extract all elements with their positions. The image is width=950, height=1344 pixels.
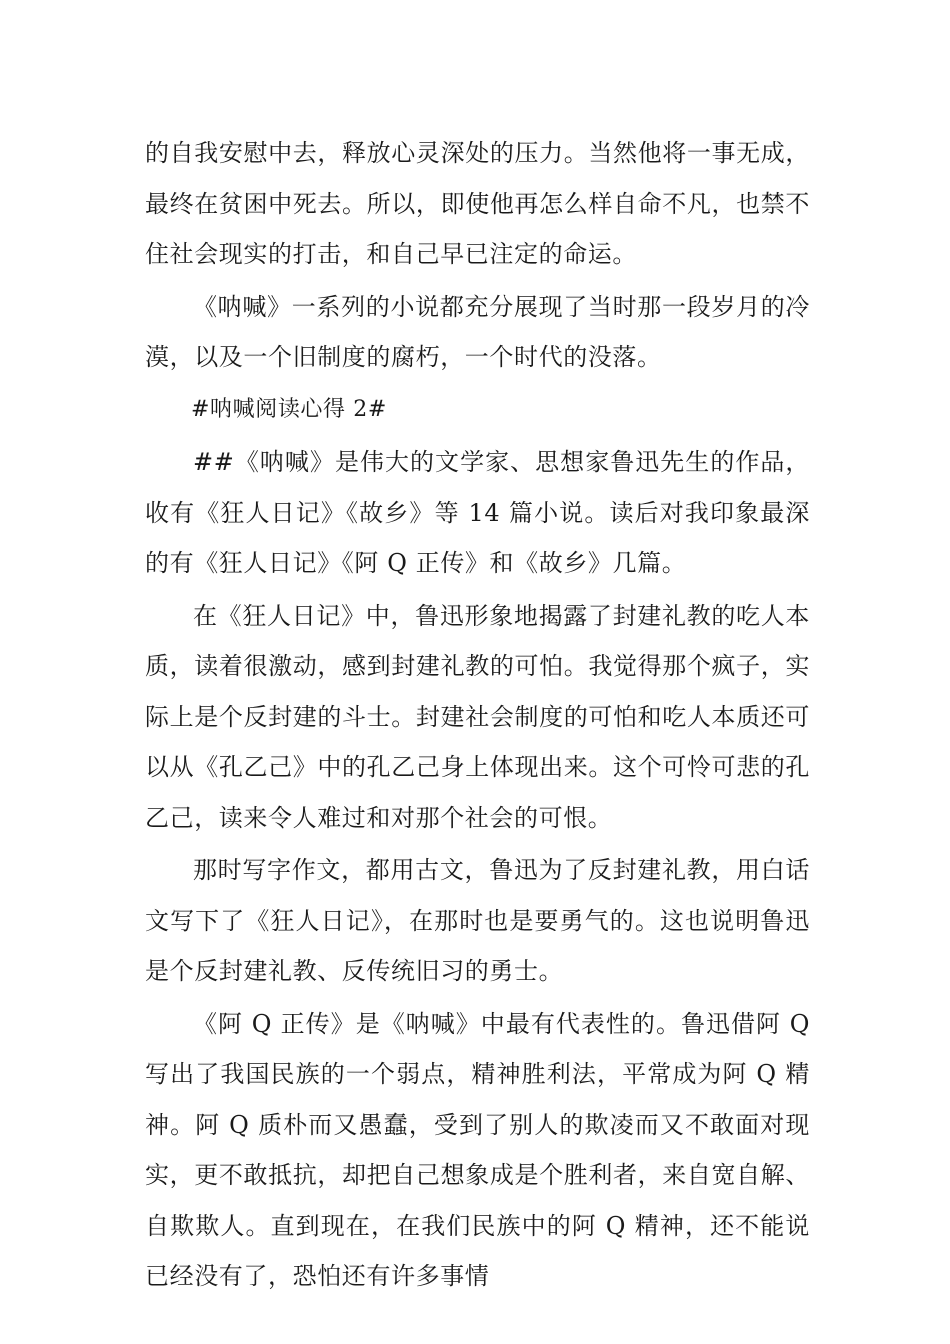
document-page bbox=[145, 128, 810, 1304]
paragraph-6: 《阿 Q 正传》是《呐喊》中最有代表性的。鲁迅借阿 Q 写出了我国民族的一个弱点，精神胜利法，平常成为阿 Q 精神。阿 Q 质朴而又愚蠢，受到了别人的欺凌而又不敢面对现实，更不敢抵抗，却把自己想象成是个胜利者，来自宽自解、自欺欺人。直到现在，在我们民族中的阿 Q 精神，还不能说已经没有了，恐怕还有许多事情 bbox=[145, 1009, 810, 1290]
paragraph-5: 那时写字作文，都用古文，鲁迅为了反封建礼教，用白话文写下了《狂人日记》，在那时也是要勇气的。这也说明鲁迅是个反封建礼教、反传统旧习的勇士。 bbox=[145, 856, 810, 985]
paragraph-3: ##《呐喊》是伟大的文学家、思想家鲁迅先生的作品，收有《狂人日记》《故乡》等 14 篇小说。读后对我印象最深的有《狂人日记》《阿 Q 正传》和《故乡》几篇。 bbox=[145, 448, 810, 577]
paragraph-2: 《呐喊》一系列的小说都充分展现了当时那一段岁月的冷漠，以及一个旧制度的腐朽，一个时代的没落。 bbox=[145, 292, 810, 371]
paragraph-4: 在《狂人日记》中，鲁迅形象地揭露了封建礼教的吃人本质，读着很激动，感到封建礼教的可怕。我觉得那个疯子，实际上是个反封建的斗士。封建社会制度的可怕和吃人本质还可以从《孔乙己》中的孔乙己身上体现出来。这个可怜可悲的孔乙己，读来令人难过和对那个社会的可恨。 bbox=[145, 601, 810, 832]
section-heading: #呐喊阅读心得 2# bbox=[191, 396, 387, 422]
paragraph-1: 的自我安慰中去，释放心灵深处的压力。当然他将一事无成，最终在贫困中死去。所以，即使他再怎么样自命不凡，也禁不住社会现实的打击，和自己早已注定的命运。 bbox=[145, 139, 810, 268]
